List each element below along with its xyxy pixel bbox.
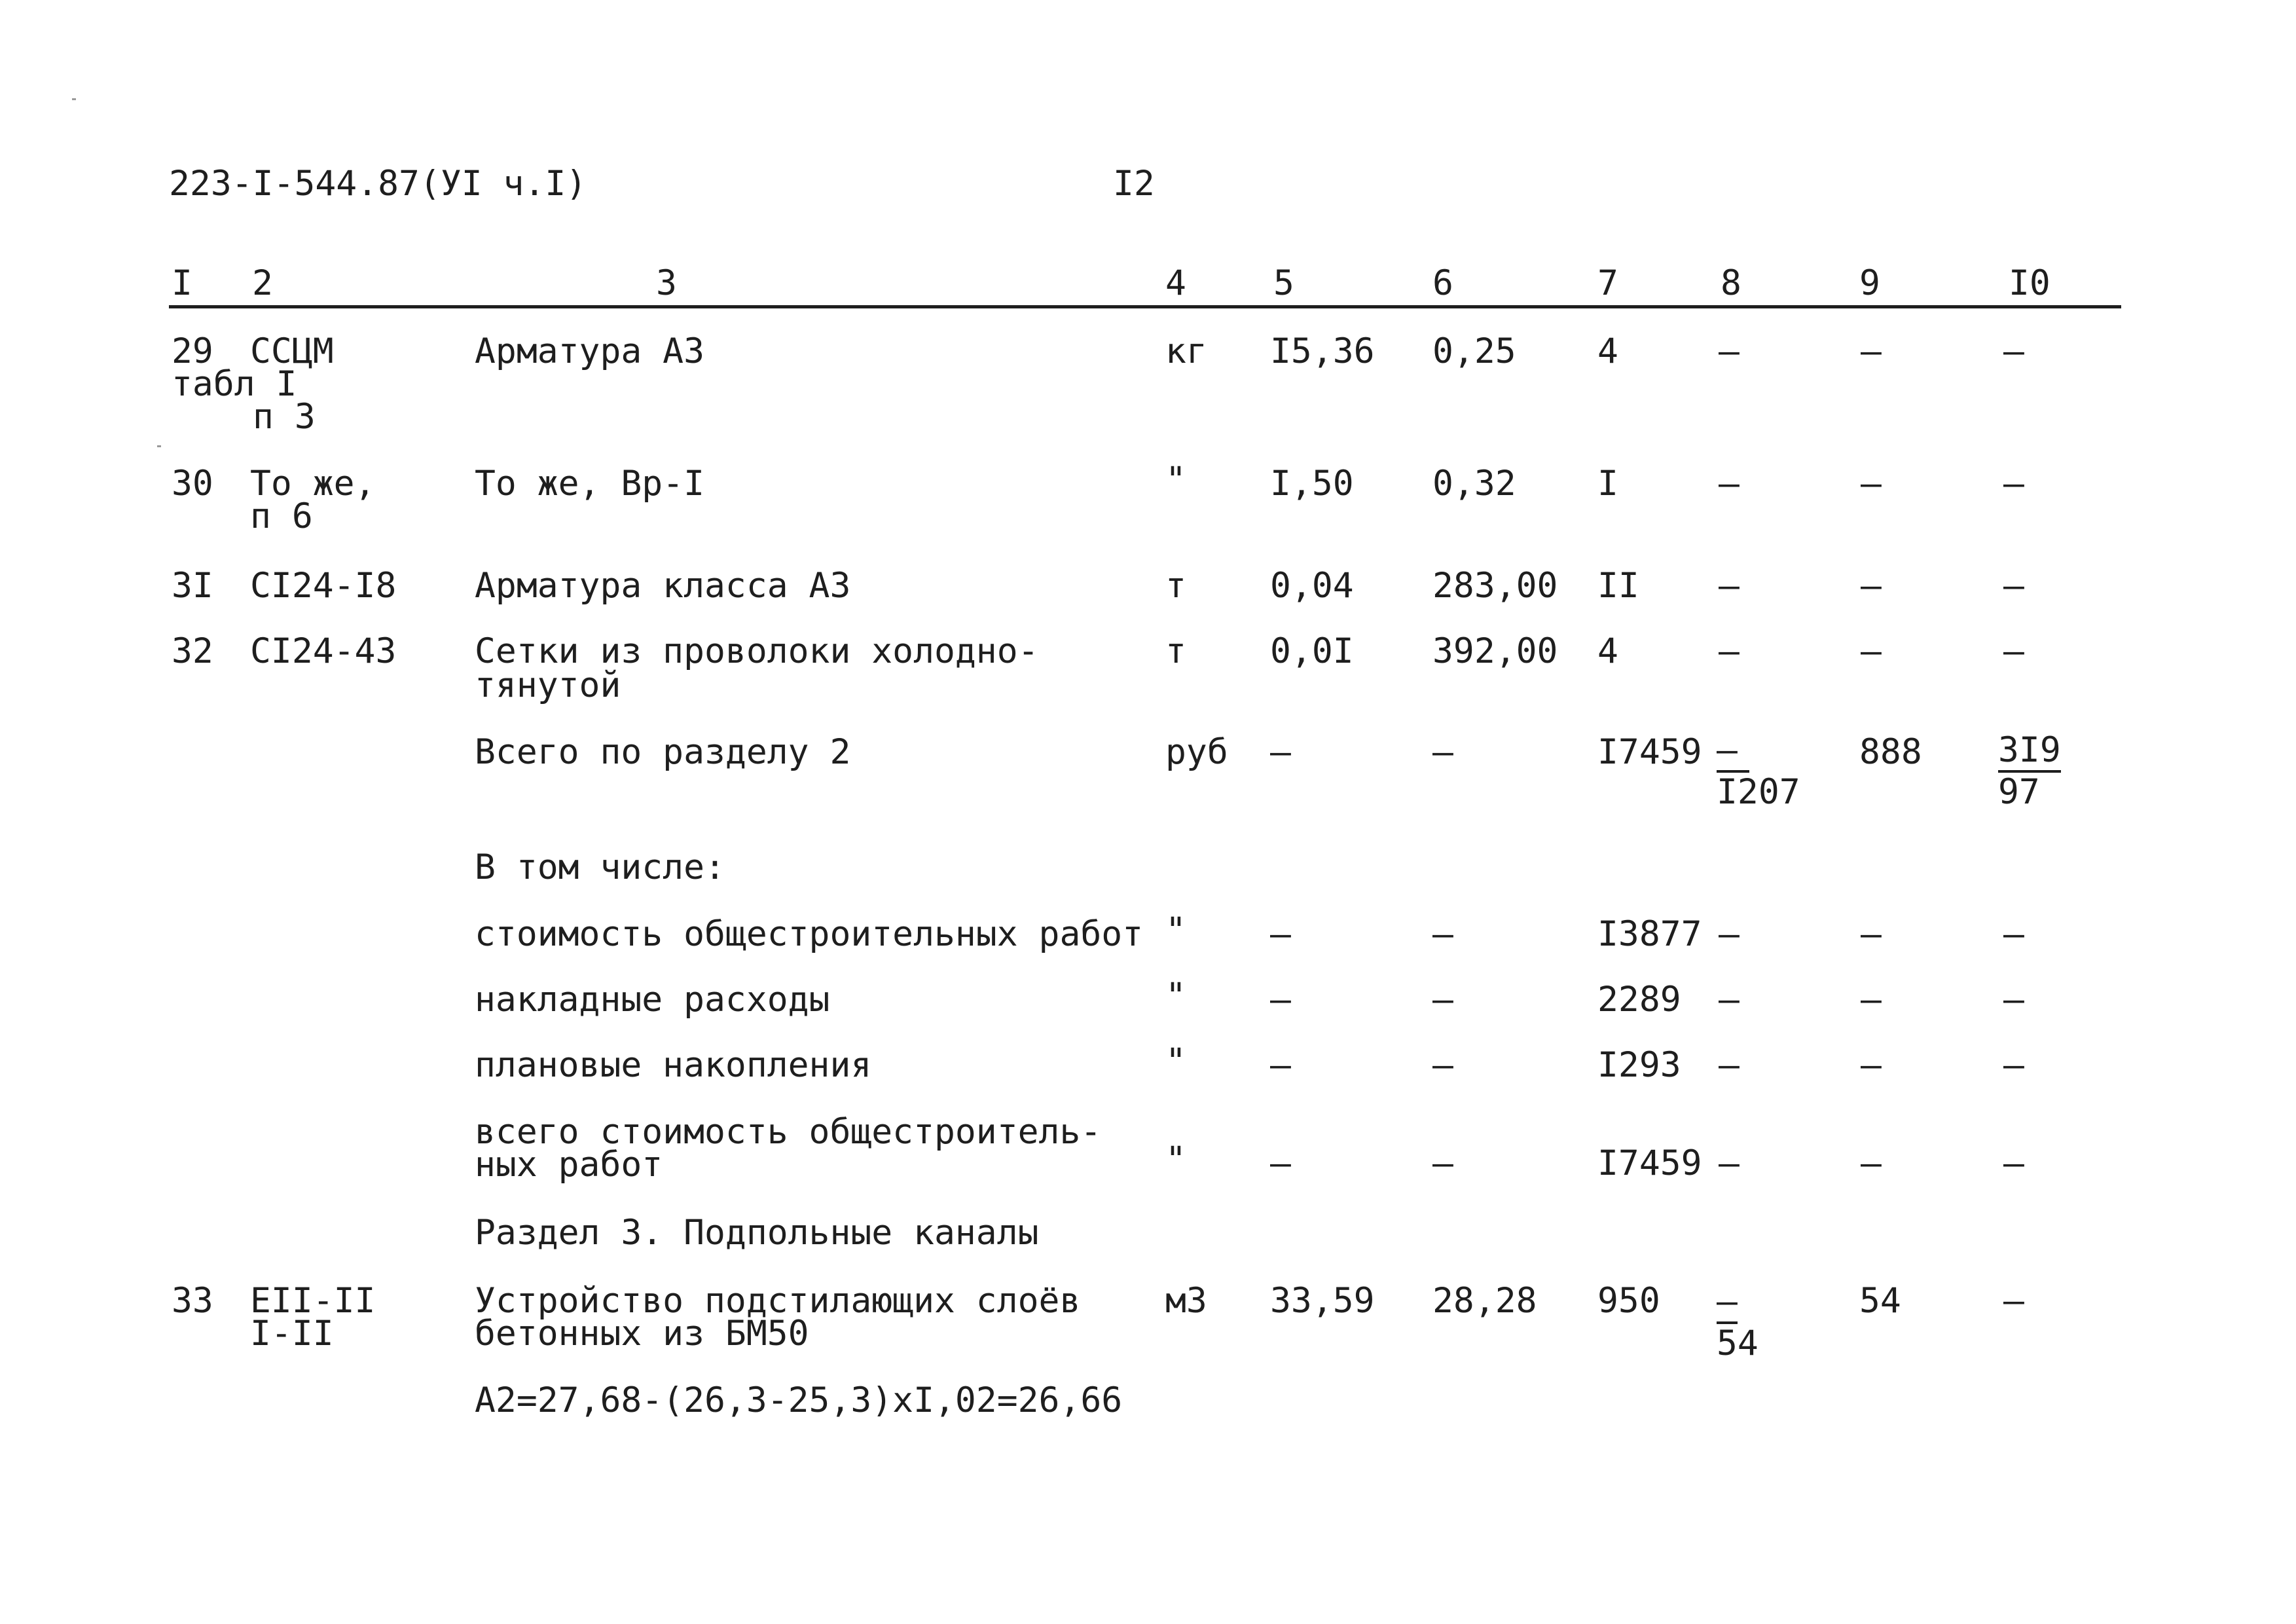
row-name: тянутой (475, 665, 621, 705)
row-unit: " (1165, 910, 1186, 950)
row-unit: руб (1165, 732, 1228, 772)
cell-col10: – (2003, 1281, 2024, 1321)
row-number: 30 (172, 464, 213, 504)
fraction-col8 (1717, 1282, 1758, 1363)
row-code: табл I (172, 364, 297, 404)
cell-col5: – (1270, 1045, 1291, 1085)
cell-col6: – (1432, 732, 1453, 772)
cell-col6: 283,00 (1432, 566, 1558, 606)
column-header: I0 (2009, 263, 2050, 303)
column-header: 9 (1859, 263, 1880, 303)
row-code: То же, (250, 464, 376, 504)
cell-col9: – (1861, 631, 1882, 671)
cell-col7: 4 (1597, 631, 1618, 671)
cell-col6: 0,32 (1432, 464, 1516, 504)
fraction-denominator: 54 (1717, 1323, 1758, 1363)
document-code: 223-I-544.87(УI ч.I) (169, 164, 587, 204)
row-name: ных работ (475, 1145, 663, 1185)
row-number: 33 (172, 1281, 213, 1321)
cell-col7: I7459 (1597, 732, 1702, 772)
column-header: 4 (1165, 263, 1186, 303)
cell-col9: – (1861, 1045, 1882, 1085)
row-unit: т (1165, 631, 1186, 671)
row-code: I-II (250, 1314, 334, 1354)
cell-col9: 54 (1859, 1281, 1901, 1321)
column-header: 8 (1721, 263, 1741, 303)
row-unit: т (1165, 566, 1186, 606)
cell-col6: – (1432, 1045, 1453, 1085)
row-code: ССЦМ (250, 331, 334, 371)
fraction-col10 (1998, 731, 2061, 812)
cell-col8: – (1719, 1143, 1740, 1183)
row-unit: м3 (1165, 1281, 1207, 1321)
scan-speck (157, 445, 161, 447)
cell-col5: – (1270, 1143, 1291, 1183)
row-name: Сетки из проволоки холодно- (475, 631, 1039, 671)
cell-col8: – (1719, 566, 1740, 606)
row-name: накладные расходы (475, 980, 830, 1020)
row-name: Арматура А3 (475, 331, 704, 371)
row-unit: " (1165, 976, 1186, 1016)
cell-col7: I293 (1597, 1045, 1681, 1085)
cell-col5: – (1270, 914, 1291, 954)
column-header: 5 (1273, 263, 1294, 303)
cell-col5: I5,36 (1270, 331, 1375, 371)
header-rule (169, 305, 2121, 308)
row-name: То же, Вр-I (475, 464, 704, 504)
fraction-col8 (1717, 731, 1800, 812)
cell-col6: 392,00 (1432, 631, 1558, 671)
cell-col6: 0,25 (1432, 331, 1516, 371)
cell-col9: – (1861, 566, 1882, 606)
fraction-numerator: – (1717, 1282, 1738, 1324)
cell-col10: – (2003, 980, 2024, 1020)
cell-col6: – (1432, 980, 1453, 1020)
row-code: СI24-I8 (250, 566, 397, 606)
column-header: 7 (1597, 263, 1618, 303)
page-number: I2 (1113, 164, 1155, 204)
cell-col8: – (1719, 1045, 1740, 1085)
cell-col5: 0,0I (1270, 631, 1354, 671)
fraction-numerator: – (1717, 731, 1749, 773)
cell-col9: – (1861, 331, 1882, 371)
column-header: 2 (252, 263, 273, 303)
formula-note: А2=27,68-(26,3-25,3)хI,02=26,66 (475, 1380, 1123, 1420)
section-title: Раздел 3. Подпольные каналы (475, 1213, 1039, 1253)
cell-col9: – (1861, 980, 1882, 1020)
row-number: 29 (172, 331, 213, 371)
cell-col8: – (1719, 464, 1740, 504)
fraction-denominator: I207 (1717, 772, 1800, 812)
cell-col6: – (1432, 914, 1453, 954)
row-number: 3I (172, 566, 213, 606)
fraction-denominator: 97 (1998, 772, 2040, 812)
row-name: бетонных из БМ50 (475, 1314, 809, 1354)
cell-col10: – (2003, 464, 2024, 504)
row-code: п 6 (250, 496, 313, 536)
cell-col10: – (2003, 914, 2024, 954)
cell-col7: II (1597, 566, 1639, 606)
cell-col8: – (1719, 331, 1740, 371)
cell-col8: – (1719, 631, 1740, 671)
cell-col6: – (1432, 1143, 1453, 1183)
cell-col9: 888 (1859, 732, 1922, 772)
cell-col8: – (1719, 980, 1740, 1020)
cell-col7: 950 (1597, 1281, 1660, 1321)
row-code: ЕII-II (250, 1281, 376, 1321)
cell-col10: – (2003, 631, 2024, 671)
cell-col7: 2289 (1597, 980, 1681, 1020)
cell-col9: – (1861, 914, 1882, 954)
row-name: Арматура класса А3 (475, 566, 851, 606)
cell-col7: I (1597, 464, 1618, 504)
row-name: стоимость общестроительных работ (475, 914, 1144, 954)
row-unit: кг (1165, 331, 1207, 371)
cell-col8: – (1719, 914, 1740, 954)
row-name: всего стоимость общестроитель- (475, 1112, 1102, 1152)
fraction-numerator: 3I9 (1998, 731, 2061, 773)
cell-col10: – (2003, 1045, 2024, 1085)
row-unit: " (1165, 1041, 1186, 1081)
cell-col5: I,50 (1270, 464, 1354, 504)
cell-col5: – (1270, 732, 1291, 772)
cell-col7: I3877 (1597, 914, 1702, 954)
row-unit: " (1165, 460, 1186, 500)
row-name: плановые накопления (475, 1045, 872, 1085)
cell-col5: 0,04 (1270, 566, 1354, 606)
row-number: 32 (172, 631, 213, 671)
cell-col10: – (2003, 331, 2024, 371)
cell-col5: – (1270, 980, 1291, 1020)
column-header: 3 (656, 263, 677, 303)
cell-col7: I7459 (1597, 1143, 1702, 1183)
column-header: I (172, 263, 192, 303)
total-label: Всего по разделу 2 (475, 732, 851, 772)
cell-col6: 28,28 (1432, 1281, 1537, 1321)
cell-col10: – (2003, 1143, 2024, 1183)
including-label: В том числе: (475, 847, 725, 887)
cell-col7: 4 (1597, 331, 1618, 371)
cell-col9: – (1861, 1143, 1882, 1183)
row-code: СI24-43 (250, 631, 397, 671)
row-name: Устройство подстилающих слоёв (475, 1281, 1081, 1321)
row-code: п 3 (253, 397, 316, 437)
row-unit: " (1165, 1139, 1186, 1179)
column-header: 6 (1432, 263, 1453, 303)
cell-col9: – (1861, 464, 1882, 504)
cell-col5: 33,59 (1270, 1281, 1375, 1321)
cell-col10: – (2003, 566, 2024, 606)
scan-speck (72, 98, 76, 100)
